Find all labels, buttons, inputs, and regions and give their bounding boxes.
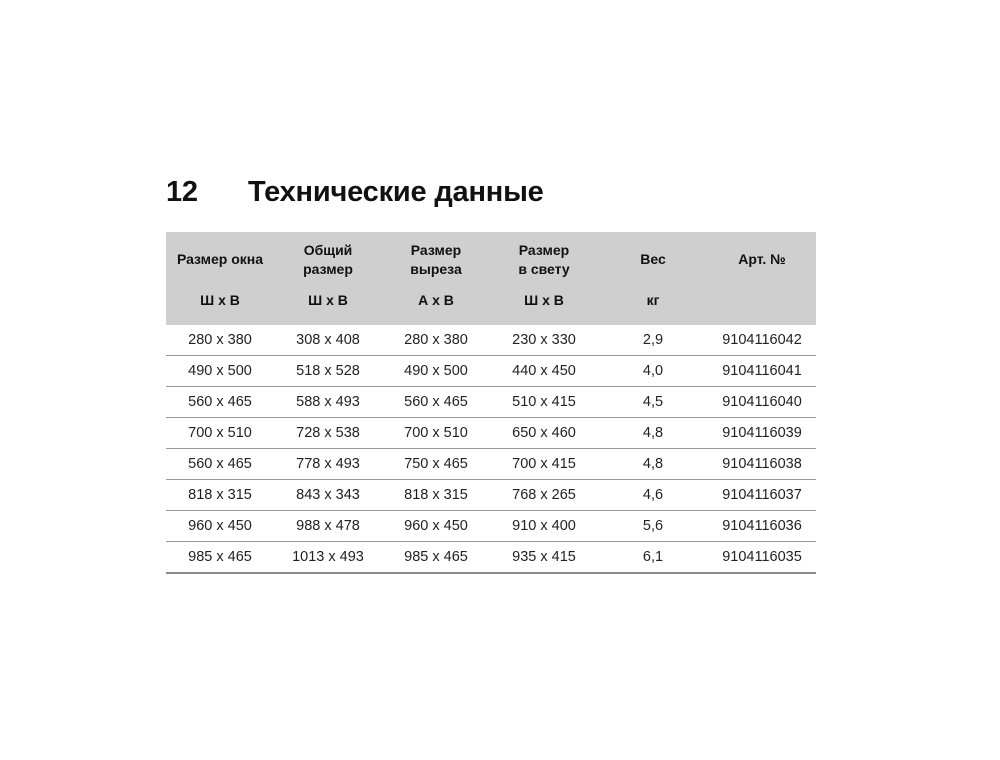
table-row: [166, 449, 816, 480]
header-weight: [598, 232, 708, 287]
header-label: Размер: [410, 241, 462, 258]
cutout-size-cell: 700 x 510: [382, 418, 490, 449]
window-size-cell: 560 x 465: [166, 387, 274, 418]
header-label: размер: [303, 260, 353, 277]
table-row: [166, 511, 816, 542]
table-header: [166, 232, 816, 325]
overall-size-cell: 778 x 493: [274, 449, 382, 480]
header-unit: кг: [598, 287, 708, 325]
weight-cell: 6,1: [598, 542, 708, 574]
article-number-cell: 9104116040: [708, 387, 816, 418]
cutout-size-cell: 985 x 465: [382, 542, 490, 574]
clear-size-cell: 510 x 415: [490, 387, 598, 418]
article-number-cell: 9104116041: [708, 356, 816, 387]
header-label: Общий: [303, 241, 353, 258]
header-overall-size: [274, 232, 382, 287]
weight-cell: 4,8: [598, 449, 708, 480]
article-number-cell: 9104116042: [708, 325, 816, 356]
clear-size-cell: 700 x 415: [490, 449, 598, 480]
weight-cell: 2,9: [598, 325, 708, 356]
window-size-cell: 560 x 465: [166, 449, 274, 480]
section-heading: [166, 172, 544, 212]
technical-data-table: [166, 232, 816, 574]
window-size-cell: 280 x 380: [166, 325, 274, 356]
header-unit: Ш x В: [166, 287, 274, 325]
section-title: Технические данные: [248, 175, 544, 208]
header-row: [166, 232, 816, 287]
overall-size-cell: 308 x 408: [274, 325, 382, 356]
clear-size-cell: 440 x 450: [490, 356, 598, 387]
table-row: [166, 418, 816, 449]
article-number-cell: 9104116035: [708, 542, 816, 574]
header-label: Арт. №: [738, 251, 786, 267]
cutout-size-cell: 560 x 465: [382, 387, 490, 418]
header-label: Размер окна: [176, 251, 264, 267]
header-unit: [708, 287, 816, 325]
header-label: Размер: [518, 241, 570, 258]
header-clear-size: [490, 232, 598, 287]
header-label: в свету: [518, 260, 570, 277]
header-unit: А x В: [382, 287, 490, 325]
header-unit: Ш x В: [274, 287, 382, 325]
table-row: [166, 325, 816, 356]
table-row: [166, 480, 816, 511]
article-number-cell: 9104116036: [708, 511, 816, 542]
article-number-cell: 9104116039: [708, 418, 816, 449]
overall-size-cell: 588 x 493: [274, 387, 382, 418]
window-size-cell: 818 x 315: [166, 480, 274, 511]
overall-size-cell: 988 x 478: [274, 511, 382, 542]
section-number: 12: [166, 175, 198, 208]
clear-size-cell: 230 x 330: [490, 325, 598, 356]
clear-size-cell: 650 x 460: [490, 418, 598, 449]
header-units-row: [166, 287, 816, 325]
article-number-cell: 9104116038: [708, 449, 816, 480]
overall-size-cell: 728 x 538: [274, 418, 382, 449]
weight-cell: 5,6: [598, 511, 708, 542]
weight-cell: 4,6: [598, 480, 708, 511]
table-body: [166, 325, 816, 573]
weight-cell: 4,5: [598, 387, 708, 418]
window-size-cell: 985 x 465: [166, 542, 274, 574]
header-label: Вес: [640, 251, 666, 267]
clear-size-cell: 768 x 265: [490, 480, 598, 511]
cutout-size-cell: 280 x 380: [382, 325, 490, 356]
window-size-cell: 960 x 450: [166, 511, 274, 542]
table-row: [166, 387, 816, 418]
cutout-size-cell: 490 x 500: [382, 356, 490, 387]
overall-size-cell: 1013 x 493: [274, 542, 382, 574]
window-size-cell: 490 x 500: [166, 356, 274, 387]
header-cutout-size: [382, 232, 490, 287]
header-label: выреза: [410, 260, 462, 277]
clear-size-cell: 935 x 415: [490, 542, 598, 574]
table-row: [166, 356, 816, 387]
weight-cell: 4,0: [598, 356, 708, 387]
table-row: [166, 542, 816, 574]
header-unit: Ш x В: [490, 287, 598, 325]
weight-cell: 4,8: [598, 418, 708, 449]
overall-size-cell: 518 x 528: [274, 356, 382, 387]
cutout-size-cell: 818 x 315: [382, 480, 490, 511]
cutout-size-cell: 960 x 450: [382, 511, 490, 542]
cutout-size-cell: 750 x 465: [382, 449, 490, 480]
article-number-cell: 9104116037: [708, 480, 816, 511]
clear-size-cell: 910 x 400: [490, 511, 598, 542]
header-article-number: [708, 232, 816, 287]
overall-size-cell: 843 x 343: [274, 480, 382, 511]
header-window-size: [166, 232, 274, 287]
window-size-cell: 700 x 510: [166, 418, 274, 449]
